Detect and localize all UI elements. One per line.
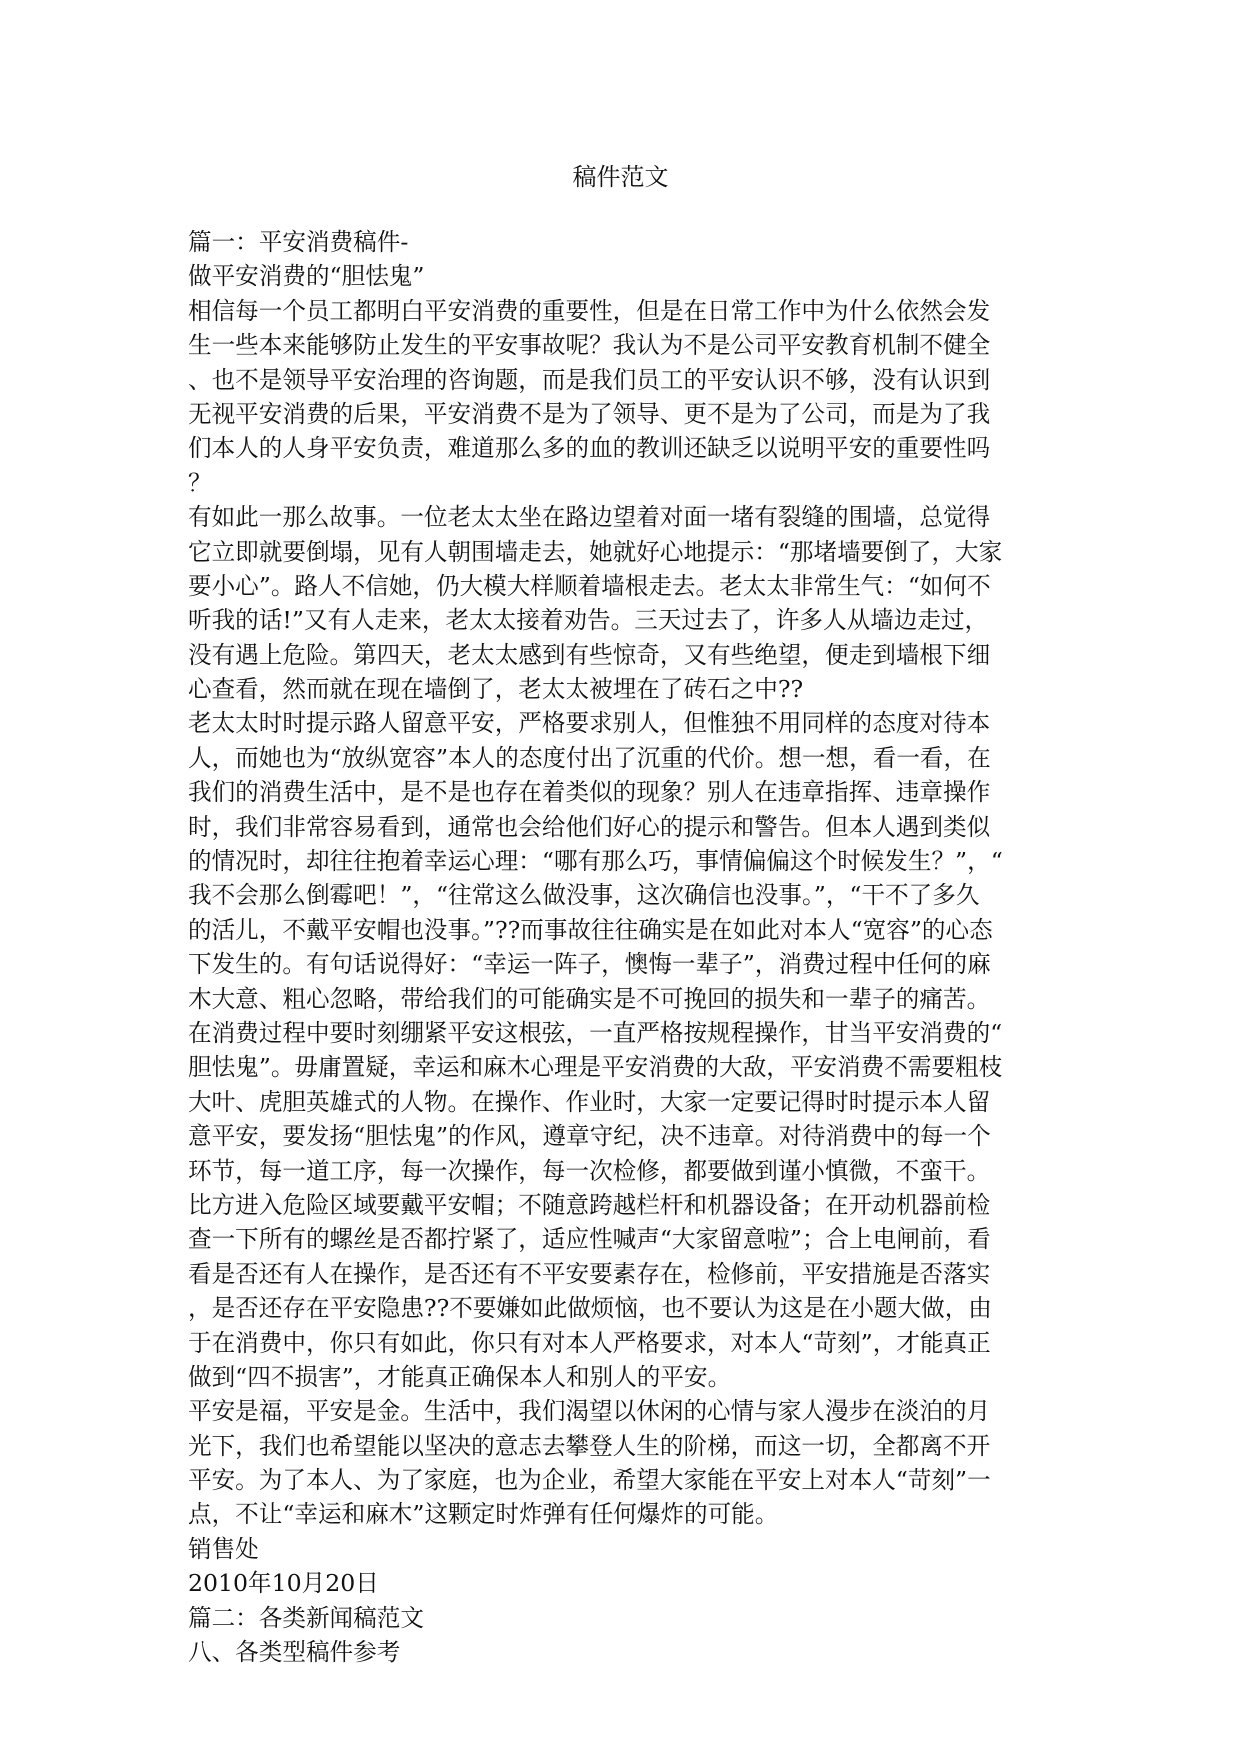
document-body — [188, 225, 1048, 1669]
body-line: 时，我们非常容易看到，通常也会给他们好心的提示和警告。但本人遇到类似 — [188, 812, 991, 841]
body-line: 光下，我们也希望能以坚决的意志去攀登人生的阶梯，而这一切，全都离不开 — [188, 1431, 991, 1460]
body-line: 没有遇上危险。第四天，老太太感到有些惊奇，又有些绝望，便走到墙根下细 — [188, 640, 991, 669]
body-line: 听我的话!”又有人走来，老太太接着劝告。三天过去了，许多人从墙边走过， — [188, 606, 989, 635]
body-line: 比方进入危险区域要戴平安帽；不随意跨越栏杆和机器设备；在开动机器前检 — [188, 1190, 991, 1219]
body-line: 于在消费中，你只有如此，你只有对本人严格要求，对本人“苛刻”，才能真正 — [188, 1328, 991, 1357]
subsection-heading: 八、各类型稿件参考 — [188, 1638, 401, 1667]
body-line: ，是否还存在平安隐患??不要嫌如此做烦恼，也不要认为这是在小题大做，由 — [188, 1294, 992, 1323]
body-line: 看是否还有人在操作，是否还有不平安要素存在，检修前，平安措施是否落实 — [188, 1259, 991, 1288]
body-line: 、也不是领导平安治理的咨询题，而是我们员工的平安认识不够，没有认识到 — [188, 365, 991, 394]
body-line: 在消费过程中要时刻绷紧平安这根弦，一直严格按规程操作，甘当平安消费的“ — [188, 1018, 1003, 1047]
body-line: 老太太时时提示路人留意平安，严格要求别人，但惟独不用同样的态度对待本 — [188, 709, 991, 738]
body-line: 的情况时，却往往抱着幸运心理：“哪有那么巧，事情偏偏这个时候发生？”，“ — [188, 847, 1003, 876]
body-line: 环节，每一道工序，每一次操作，每一次检修，都要做到谨小慎微，不蛮干。 — [188, 1156, 991, 1185]
body-line: 心查看，然而就在现在墙倒了，老太太被埋在了砖石之中?? — [188, 675, 804, 704]
body-line: 木大意、粗心忽略，带给我们的可能确实是不可挽回的损失和一辈子的痛苦。 — [188, 984, 991, 1013]
document-title: 稿件范文 — [572, 163, 669, 191]
body-line: 们本人的人身平安负责，难道那么多的血的教训还缺乏以说明平安的重要性吗 — [188, 434, 991, 463]
body-line: 我们的消费生活中，是不是也存在着类似的现象？别人在违章指挥、违章操作 — [188, 778, 991, 807]
section-heading: 篇一：平安消费稿件- — [188, 228, 409, 256]
body-line: 相信每一个员工都明白平安消费的重要性，但是在日常工作中为什么依然会发 — [188, 296, 991, 325]
body-line: 生一些本来能够防止发生的平安事故呢？我认为不是公司平安教育机制不健全 — [188, 331, 991, 360]
body-line: 人，而她也为“放纵宽容”本人的态度付出了沉重的代价。想一想，看一看，在 — [188, 743, 991, 772]
body-line: 大叶、虎胆英雄式的人物。在操作、作业时，大家一定要记得时时提示本人留 — [188, 1087, 991, 1116]
body-line: 意平安，要发扬“胆怯鬼”的作风，遵章守纪，决不违章。对待消费中的每一个 — [188, 1122, 991, 1151]
body-line: 它立即就要倒塌，见有人朝围墙走去，她就好心地提示：“那堵墙要倒了，大家 — [188, 537, 1003, 566]
signature-department: 销售处 — [188, 1534, 259, 1563]
body-line: 下发生的。有句话说得好：“幸运一阵子，懊悔一辈子”，消费过程中任何的麻 — [188, 950, 991, 979]
section-heading: 篇二：各类新闻稿范文 — [188, 1603, 424, 1632]
body-line: 有如此一那么故事。一位老太太坐在路边望着对面一堵有裂缝的围墙，总觉得 — [188, 503, 991, 532]
body-line: 点，不让“幸运和麻木”这颗定时炸弹有任何爆炸的可能。 — [188, 1500, 779, 1529]
body-line: 平安是福，平安是金。生活中，我们渴望以休闲的心情与家人漫步在淡泊的月 — [188, 1397, 991, 1426]
body-line: 我不会那么倒霉吧！”，“往常这么做没事，这次确信也没事。”，“干不了多久 — [188, 881, 980, 910]
body-line: ？ — [188, 468, 212, 497]
body-line: 的活儿，不戴平安帽也没事。”??而事故往往确实是在如此对本人“宽容”的心态 — [188, 915, 993, 944]
body-line: 查一下所有的螺丝是否都拧紧了，适应性喊声“大家留意啦”；合上电闸前，看 — [188, 1225, 991, 1254]
article-title: 做平安消费的“胆怯鬼” — [188, 262, 425, 291]
body-line: 无视平安消费的后果，平安消费不是为了领导、更不是为了公司，而是为了我 — [188, 399, 991, 428]
body-line: 做到“四不损害”，才能真正确保本人和别人的平安。 — [188, 1362, 732, 1391]
signature-date: 2010年10月20日 — [188, 1569, 379, 1598]
body-line: 平安。为了本人、为了家庭，也为企业，希望大家能在平安上对本人“苛刻”一 — [188, 1466, 991, 1495]
body-line: 胆怯鬼”。毋庸置疑，幸运和麻木心理是平安消费的大敌，平安消费不需要粗枝 — [188, 1053, 1003, 1082]
body-line: 要小心”。路人不信她，仍大模大样顺着墙根走去。老太太非常生气：“如何不 — [188, 571, 991, 600]
